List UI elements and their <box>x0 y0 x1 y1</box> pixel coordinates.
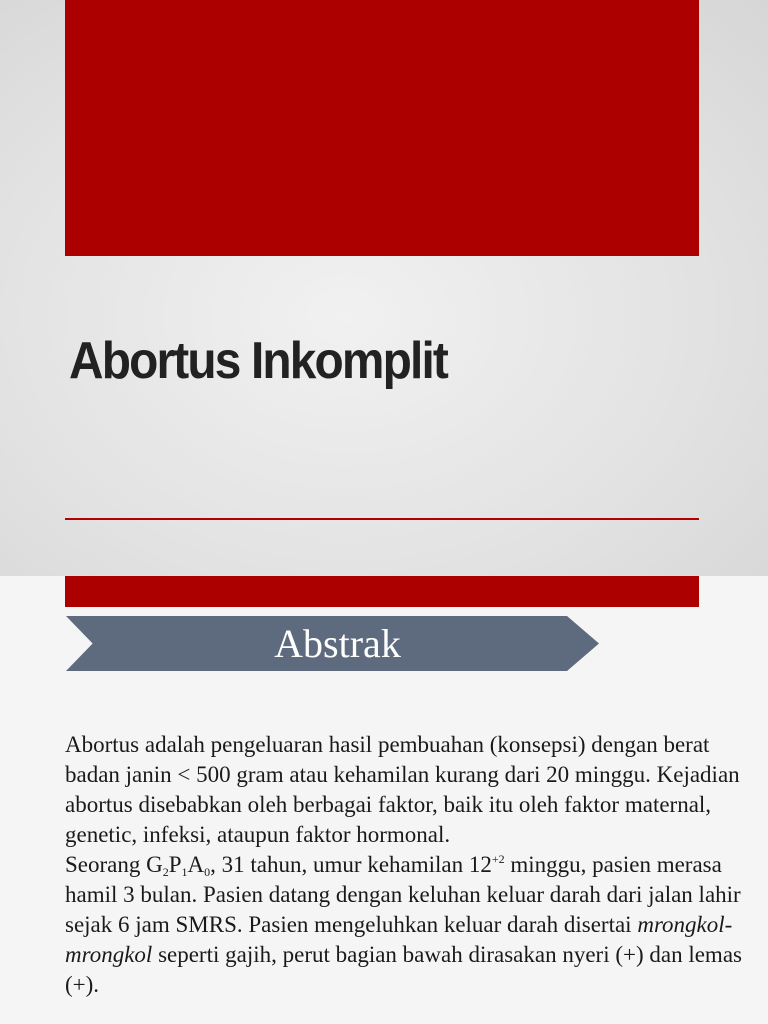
case-symptoms-text: seperti gajih, perut bagian bawah dirasakan nyeri (+) dan lemas (+). <box>65 942 742 997</box>
para-letter: P <box>168 852 182 877</box>
gravida-letter: G <box>146 852 163 877</box>
case-intro: Seorang <box>65 852 147 877</box>
abstract-paragraph-case <box>65 850 745 1000</box>
gravida-count: 2 <box>162 865 169 879</box>
para-count: 1 <box>181 865 188 879</box>
case-italic-term: mrongkol-mrongkol <box>65 912 733 967</box>
abstract-heading: Abstrak <box>274 621 401 666</box>
abortus-letter: A <box>187 852 205 877</box>
title-divider <box>65 518 699 520</box>
case-age-text: , 31 tahun, umur kehamilan 12 <box>210 852 492 877</box>
abstract-slide <box>0 576 768 1024</box>
gestation-days: +2 <box>491 852 505 866</box>
abstract-top-bar <box>65 576 699 607</box>
abstract-paragraph-definition: Abortus adalah pengeluaran hasil pembuahan (konsepsi) dengan berat badan janin < 500 gram atau kehamilan kurang dari 20 minggu. Kejadian abortus disebabkan oleh berbagai faktor, baik itu oleh faktor maternal, genetic, infeksi, ataupun faktor hormonal. <box>65 732 740 847</box>
slide-title: Abortus Inkomplit <box>69 332 448 390</box>
case-history-text: minggu, pasien merasa hamil 3 bulan. Pasien datang dengan keluhan keluar darah dari jalan lahir sejak 6 jam SMRS. Pasien mengeluhkan keluar darah disertai <box>65 852 741 937</box>
abstract-body <box>65 730 745 1000</box>
title-banner <box>65 0 699 256</box>
abortus-count: 0 <box>204 865 211 879</box>
